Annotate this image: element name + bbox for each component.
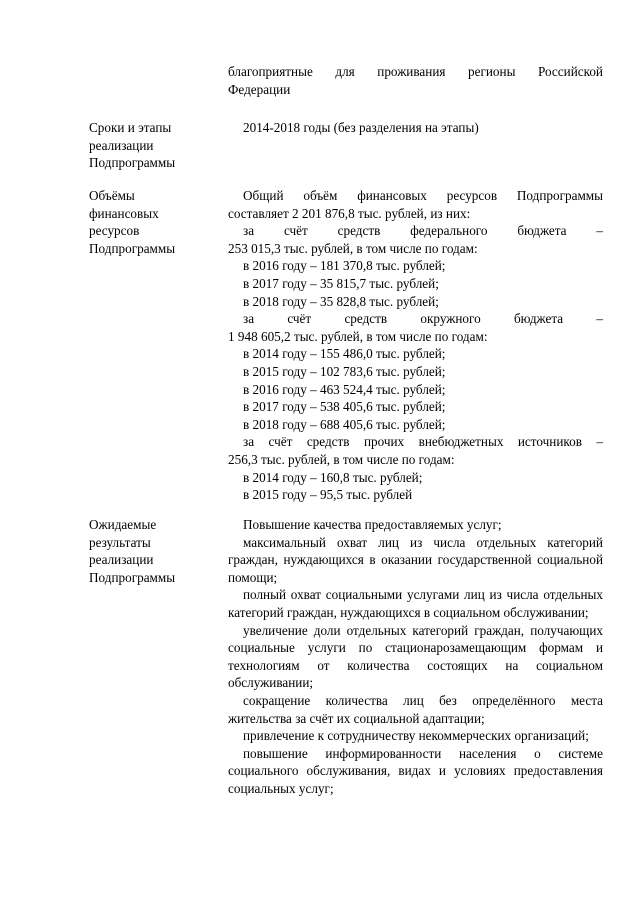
finance-value [228,187,603,504]
federal-year: в 2017 году – 35 815,7 тыс. рублей; [243,275,439,291]
periods-text: 2014-2018 годы (без разделения на этапы) [243,120,479,135]
federal-line-2: 253 015,3 тыс. рублей, в том числе по годам: [228,240,478,256]
district-line-1: за счёт средств окружного бюджета – [243,311,603,327]
finance-total-line-1: Общий объём финансовых ресурсов Подпрограммы [243,188,603,203]
periods-value [228,119,603,137]
finance-label-line: Подпрограммы [89,240,176,256]
finance-label-line: Объёмы [89,188,135,203]
periods-label-line: реализации [89,137,154,153]
finance-total-line-2: составляет 2 201 876,8 тыс. рублей, из них: [228,205,471,221]
results-label-line: результаты [89,534,151,550]
district-line-2: 1 948 605,2 тыс. рублей, в том числе по годам: [228,328,488,344]
result-item: максимальный охват лиц из числа отдельных категорий граждан, нуждающихся в оказании государственной социальной помощи; [228,534,603,585]
district-year: в 2017 году – 538 405,6 тыс. рублей; [243,399,446,415]
other-year: в 2015 году – 95,5 тыс. рублей [243,487,413,503]
other-line-2: 256,3 тыс. рублей, в том числе по годам: [228,451,455,467]
results-value [228,516,603,798]
continuation-line-2: Федерации [228,81,291,97]
federal-year: в 2018 году – 35 828,8 тыс. рублей; [243,293,439,309]
periods-label-line: Сроки и этапы [89,120,172,135]
federal-year: в 2016 году – 181 370,8 тыс. рублей; [243,258,446,274]
results-label [89,516,214,586]
result-item: полный охват социальными услугами лиц из числа отдельных категорий граждан, нуждающихся в социальном обслуживании; [228,587,603,620]
finance-label [89,187,214,257]
result-item: Повышение качества предоставляемых услуг; [243,517,502,532]
district-year: в 2014 году – 155 486,0 тыс. рублей; [243,346,446,362]
finance-label-line: финансовых [89,205,159,221]
results-label-line: Ожидаемые [89,517,157,532]
result-item: сокращение количества лиц без определённого места жительства за счёт их социальной адаптации; [228,692,603,726]
continuation-line-1: благоприятные для проживания регионы Российской [228,64,603,79]
result-item: привлечение к сотрудничеству некоммерческих организаций; [243,728,589,744]
top-continuation [228,63,603,98]
other-line-1: за счёт средств прочих внебюджетных источников – [243,434,603,450]
district-year: в 2016 году – 463 524,4 тыс. рублей; [243,381,446,397]
other-year: в 2014 году – 160,8 тыс. рублей; [243,469,423,485]
periods-label-line: Подпрограммы [89,155,176,171]
district-year: в 2015 году – 102 783,6 тыс. рублей; [243,363,446,379]
result-item: повышение информированности населения о системе социального обслуживания, видах и условиях предоставления социальных услуг; [228,745,603,796]
federal-line-1: за счёт средств федерального бюджета – [243,223,603,239]
results-label-line: реализации [89,552,154,568]
periods-label [89,119,214,172]
result-item: увеличение доли отдельных категорий граждан, получающих социальные услуги по стационарозамещающим формам и технологиям от количества состоящих на социальном обслуживании; [228,622,603,691]
district-year: в 2018 году – 688 405,6 тыс. рублей; [243,416,446,432]
finance-label-line: ресурсов [89,223,140,239]
results-label-line: Подпрограммы [89,569,176,585]
